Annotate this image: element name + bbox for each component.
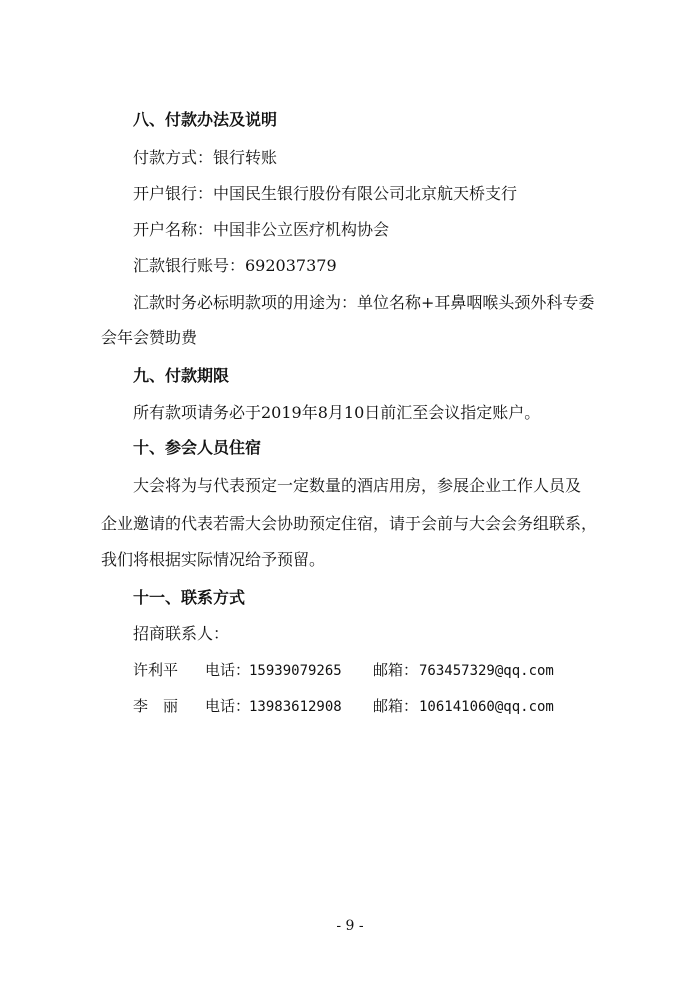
section-8-heading: 八、付款办法及说明 [133, 110, 278, 129]
contact-row [133, 696, 554, 717]
email-label: 邮箱： [373, 697, 419, 715]
bank-name: 开户银行：中国民生银行股份有限公司北京航天桥支行 [133, 184, 518, 203]
contact-label: 招商联系人： [133, 624, 230, 643]
account-number: 汇款银行账号：692037379 [133, 256, 337, 275]
contact-phone: 13983612908 [249, 699, 342, 715]
contact-email: 763457329@qq.com [419, 663, 554, 679]
contact-row [133, 660, 554, 681]
page-number: - 9 - [336, 918, 364, 934]
email-label: 邮箱： [373, 661, 419, 679]
remittance-note-line-1: 汇款时务必标明款项的用途为：单位名称+耳鼻咽喉头颈外科专委 [133, 293, 595, 312]
accommodation-line-1: 大会将为与代表预定一定数量的酒店用房，参展企业工作人员及 [133, 476, 582, 495]
contact-name: 李 丽 [133, 697, 179, 715]
section-11-heading: 十一、联系方式 [133, 588, 246, 607]
contact-phone: 15939079265 [249, 663, 342, 679]
accommodation-line-2: 企业邀请的代表若需大会协助预定住宿，请于会前与大会会务组联系， [101, 514, 598, 533]
payment-method: 付款方式：银行转账 [133, 148, 278, 167]
account-name: 开户名称：中国非公立医疗机构协会 [133, 220, 390, 239]
accommodation-line-3: 我们将根据实际情况给予预留。 [101, 550, 326, 569]
contact-name: 许利平 [133, 661, 179, 679]
phone-label: 电话： [205, 697, 251, 715]
remittance-note-line-2: 会年会赞助费 [101, 328, 198, 347]
contact-email: 106141060@qq.com [419, 699, 554, 715]
section-10-heading: 十、参会人员住宿 [133, 438, 262, 457]
phone-label: 电话： [205, 661, 251, 679]
payment-deadline-text: 所有款项请务必于2019年8月10日前汇至会议指定账户。 [133, 403, 541, 422]
section-9-heading: 九、付款期限 [133, 366, 230, 385]
